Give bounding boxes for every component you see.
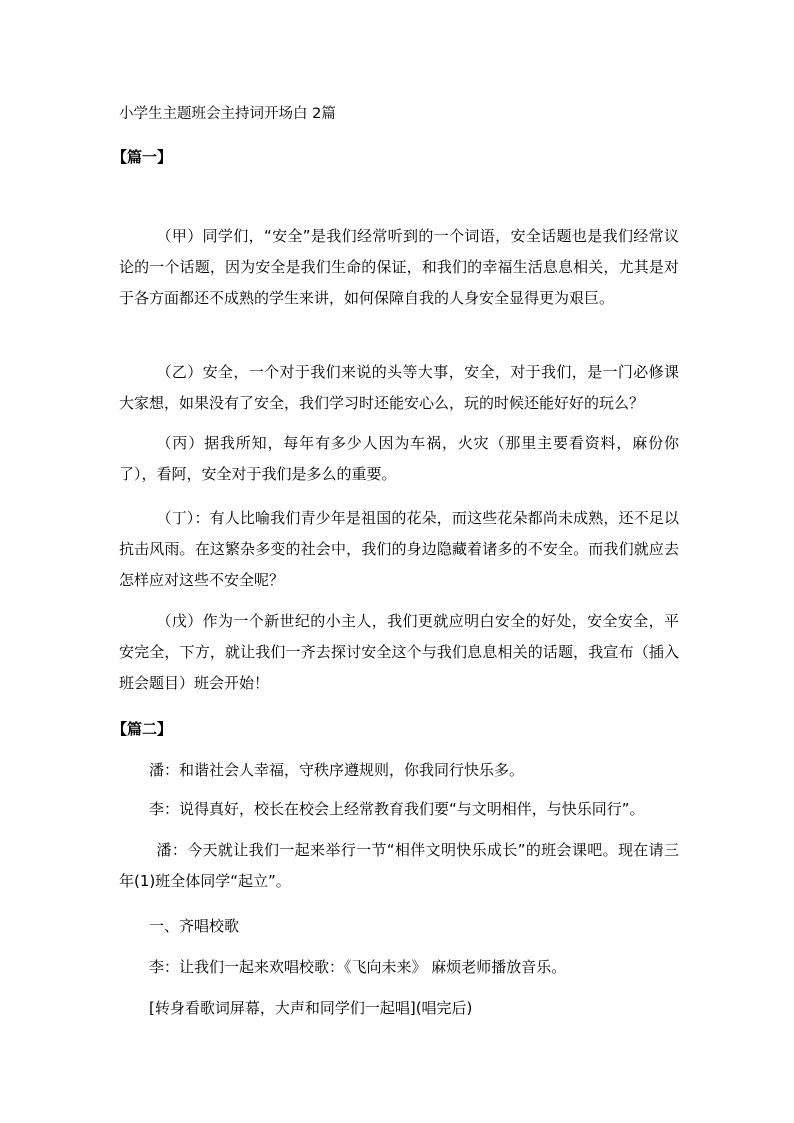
agenda-item-sing: 一、齐唱校歌 bbox=[149, 917, 240, 935]
section-heading-1: 【篇一】 bbox=[112, 148, 173, 166]
paragraph-bing: （丙）据我所知，每年有多少人因为车祸，火灾（那里主要看资料，麻份你了），看阿，安全对于我们是多么的重要。 bbox=[119, 434, 679, 483]
dialogue-line-li-2: 李：让我们一起来欢唱校歌：《飞向未来》 麻烦老师播放音乐。 bbox=[149, 958, 567, 976]
paragraph-jia: （甲）同学们，“安全”是我们经常听到的一个词语，安全话题也是我们经常议论的一个话题，因为安全是我们生命的保证，和我们的幸福生活息息相关，尤其是对于各方面都还不成熟的学生来讲，如何保障自我的人身安全显得更为艰巨。 bbox=[119, 227, 679, 307]
dialogue-paragraph-pan-2: 潘：今天就让我们一起来举行一节“相伴文明快乐成长”的班会课吧。现在请三年(1)班全体同学“起立”。 bbox=[119, 841, 679, 890]
paragraph-yi: （乙）安全，一个对于我们来说的头等大事，安全，对于我们，是一门必修课大家想，如果没有了安全，我们学习时还能安心么，玩的时候还能好好的玩么？ bbox=[119, 363, 679, 412]
section-heading-2: 【篇二】 bbox=[112, 720, 173, 738]
paragraph-wu: （戊）作为一个新世纪的小主人，我们更就应明白安全的好处，安全安全，平安完全，下方，就让我们一齐去探讨安全这个与我们息息相关的话题，我宣布（插入班会题目）班会开始！ bbox=[119, 612, 679, 692]
dialogue-line-li-1: 李：说得真好，校长在校会上经常教育我们要“与文明相伴，与快乐同行”。 bbox=[149, 800, 645, 818]
paragraph-ding: （丁）：有人比喻我们青少年是祖国的花朵，而这些花朵都尚未成熟，还不足以抗击风雨。在这繁杂多变的社会中，我们的身边隐藏着诸多的不安全。而我们就应去怎样应对这些不安全呢？ bbox=[119, 509, 679, 589]
document-title: 小学生主题班会主持词开场白 2篇 bbox=[119, 106, 336, 122]
stage-direction: [转身看歌词屏幕，大声和同学们一起唱](唱完后) bbox=[149, 999, 473, 1017]
dialogue-line-pan-1: 潘：和谐社会人幸福，守秩序遵规则，你我同行快乐多。 bbox=[149, 761, 525, 779]
